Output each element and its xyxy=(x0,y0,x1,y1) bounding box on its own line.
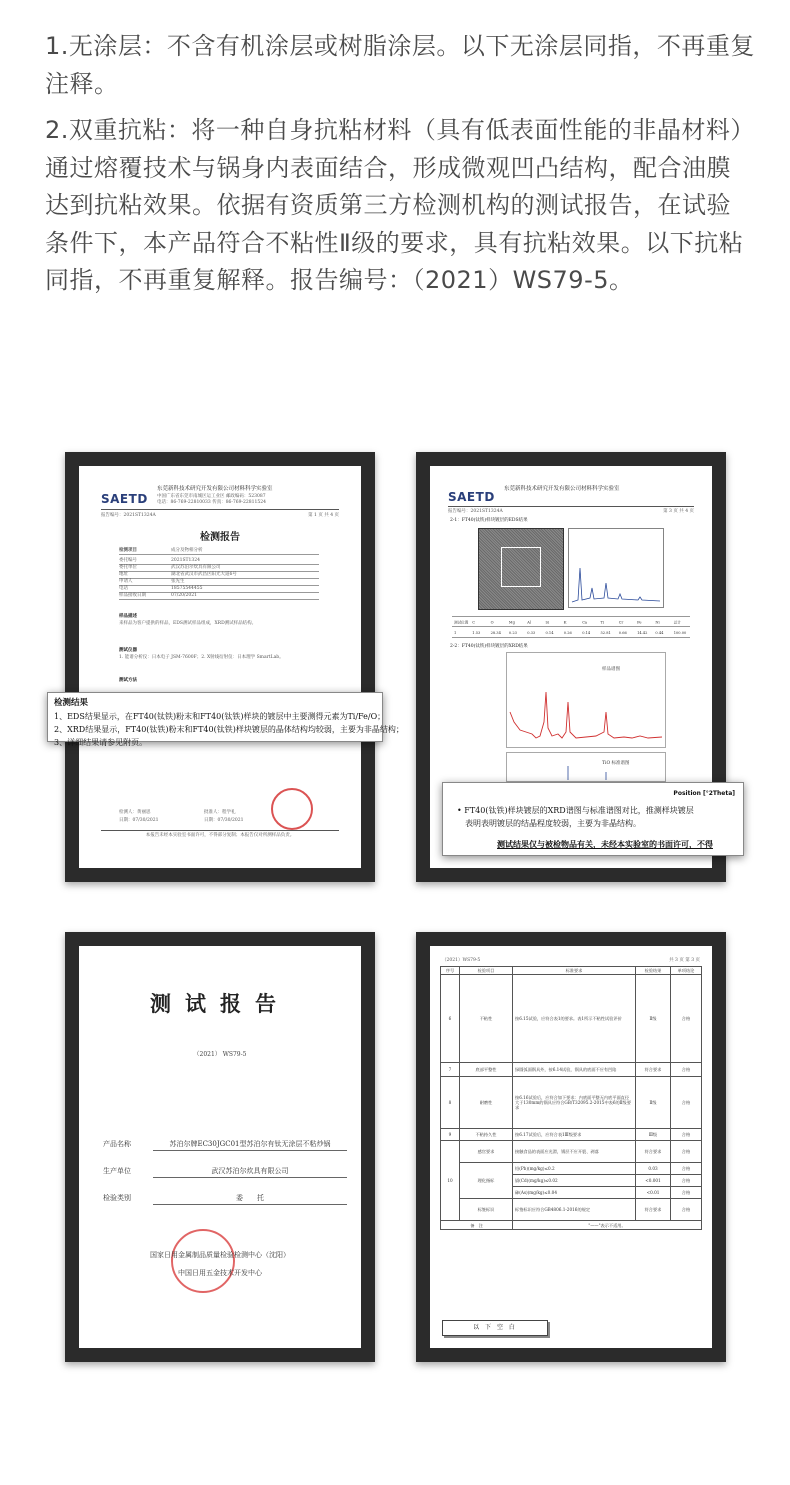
cover-report-number: （2021） WS79-5 xyxy=(193,1051,247,1058)
callout-line-2: 2、XRD结果显示，FT40(钛铁)粉末和FT40(钛铁)样块镀层的晶体结构均较弱，主要为非晶结构； xyxy=(54,725,404,734)
callout-line-3: 3、详细结果请参见附页。 xyxy=(54,738,148,747)
lab-name: 东莞新科技术研究开发有限公司材料科学实验室 xyxy=(504,486,620,492)
report-number: 报告编号：2021ST1324A xyxy=(448,509,503,514)
eds-header-cell: Ti xyxy=(600,620,605,625)
table-row: 8 耐磨性 按6.16试验后，应符合如下要求：内底面平整无内底平面直径大于130mm的锅具应符合GB/T32095.2-2015中表6的Ⅱ级要求 Ⅱ级 合格 xyxy=(441,1077,702,1129)
table-row: 标签标识 标签标识应符合GB4806.1-2016的规定 符合要求 合格 xyxy=(441,1199,702,1221)
callout-line-1: • FT40(钛铁)样块镀层的XRD谱图与标准谱图对比，推测样块镀层 xyxy=(457,806,694,815)
instrument-text: 1. 能谱分析仪：日本电子 JSM-7600F；2. X射线衍射仪：日本理学 SmartLab。 xyxy=(119,655,284,660)
report-title: 检测报告 xyxy=(200,532,240,543)
eds-value-cell: 28.34 xyxy=(490,631,501,635)
table-row: 6 不粘性 按6.15试验，应符合表1的要求。表1所示不粘性试验评价 Ⅱ级 合格 xyxy=(441,975,702,1063)
table-row: 7 底部平整性 绿圆弧面锅具外，按6.14试验，锅具的底面不应有凹陷 符合要求 合格 xyxy=(441,1063,702,1077)
table-row: 理化指标 铅(Pb)(mg/kg)≤0.2 0.03 合格 xyxy=(441,1163,702,1175)
xrd-pattern-chart xyxy=(506,652,666,748)
lab-seal-stamp xyxy=(271,788,313,830)
eds-header-cell: 总计 xyxy=(673,620,681,625)
saetd-logo: SAETD xyxy=(448,490,495,504)
report-cover-page xyxy=(79,946,361,1348)
section-eds: 2-1：FT40(钛铁)样块镀层的EDS结果 xyxy=(450,518,528,523)
test-result-callout-2 xyxy=(442,782,744,856)
xrd-axis-label: Position [°2Theta] xyxy=(673,790,735,797)
page-number: 第 3 页 共 4 页 xyxy=(663,509,694,514)
eds-value-cell: 0.23 xyxy=(508,631,517,635)
table-row-note: 备 注 "——"表示不适用。 xyxy=(441,1221,702,1230)
eds-value-cell: 100.00 xyxy=(673,631,687,635)
callout-line-1: 1、EDS结果显示，在FT40(钛铁)粉末和FT40(钛铁)样块的镀层中主要测得元素为Ti/Fe/O； xyxy=(54,712,386,721)
section-method: 测试方法 xyxy=(119,678,137,683)
eds-header-cell: Ca xyxy=(582,620,588,625)
table-row: 10 感官要求 接触食品的表面应光滑，锅层不应开裂、剥落 符合要求 合格 xyxy=(441,1141,702,1163)
eds-header-cell: Ni xyxy=(655,620,660,625)
table-row: 砷(As)(mg/kg)≤0.04 <0.01 合格 xyxy=(441,1187,702,1199)
callout-title: 检测结果 xyxy=(54,698,89,708)
eds-header-cell: Al xyxy=(527,620,531,625)
report-frame-4 xyxy=(416,932,726,1362)
cover-org-1: 国家日用金属制品质量检验检测中心（沈阳） xyxy=(150,1251,290,1259)
eds-header-cell: Fe xyxy=(637,620,642,625)
report-number: （2021）WS79-5 xyxy=(442,958,481,963)
signature-tester: 检测人：黄丽思 xyxy=(119,810,151,815)
eds-element-table xyxy=(452,616,690,638)
page-number: 第 1 页 共 4 页 xyxy=(308,513,339,518)
eds-value-cell: 1 xyxy=(454,631,457,635)
eds-value-cell: 52.81 xyxy=(600,631,611,635)
eds-header-cell: C xyxy=(472,620,476,625)
table-row: 9 不粘持久性 按6.17试验后，应符合表1Ⅲ级要求 Ⅲ级 合格 xyxy=(441,1129,702,1141)
report-number: 报告编号：2021ST1324A xyxy=(101,513,156,518)
eds-value-cell: 1.53 xyxy=(472,631,481,635)
table-header: 序号 检验项目 标准要求 检验结果 单项结论 xyxy=(441,967,702,975)
report-frame-1 xyxy=(65,452,375,882)
report-footer: 本报告未经本实验室书面许可，不得部分复制；本报告仅对所测样品负责。 xyxy=(145,833,295,838)
section-sample: 样品描述 xyxy=(119,614,137,619)
cover-row-product: 产品名称 苏泊尔牌EC30JGC01型苏泊尔有钛无涂层不粘炒锅 xyxy=(103,1139,347,1153)
report-info-rows: 检测项目 成分及物相分析 委托编号 2021ST1324 委托单位 武汉苏泊尔炊具有限公司 地址 湖北省武汉市武昌区阳光大道6号 申请人 张先生 电话 18575544455 样品接收日期 07/20/2021 xyxy=(119,548,319,600)
cover-row-category: 检验类别 委 托 xyxy=(103,1193,347,1207)
lab-address: 中国广东省东莞市南城区运工业区 邮政编码：523087 xyxy=(157,494,266,499)
report-results-page xyxy=(430,946,712,1348)
eds-value-cell: 0.33 xyxy=(527,631,536,635)
report-frame-3 xyxy=(65,932,375,1362)
test-result-callout-1 xyxy=(47,692,404,747)
intro-paragraph-1: 1.无涂层：不含有机涂层或树脂涂层。以下无涂层同指，不再重复注释。 xyxy=(45,32,755,98)
results-table xyxy=(440,966,702,1230)
test-center-seal-stamp xyxy=(171,1229,235,1293)
eds-header-cell: Si xyxy=(545,620,550,625)
results-table-wrap xyxy=(440,966,702,1230)
sem-selection-box xyxy=(501,547,541,587)
eds-value-cell: 0.26 xyxy=(563,631,572,635)
eds-value-cell: 0.66 xyxy=(618,631,627,635)
lab-phone: 电话：86-769-22810033 传真：86-769-22811524 xyxy=(157,500,266,505)
intro-paragraph-2: 2.双重抗粘：将一种自身抗粘材料（具有低表面性能的非晶材料）通过熔覆技术与锅身内表面结合，形成微观凹凸结构，配合油膜达到抗粘效果。依据有资质第三方检测机构的测试报告，在试验条件下，本产品符合不粘性Ⅱ级的要求，具有抗粘效果。以下抗粘同指，不再重复解释。报告编号：（2021）WS79-5。 xyxy=(45,116,755,294)
page-number: 共 3 页 第 3 页 xyxy=(669,958,700,963)
eds-value-cell: 0.14 xyxy=(582,631,591,635)
lab-name: 东莞新科技术研究开发有限公司材料科学实验室 xyxy=(157,486,273,492)
callout-bottom-text: 测试结果仅与被检物品有关，未经本实验室的书面许可，不得 xyxy=(497,839,713,849)
cover-title: 测试报告 xyxy=(150,991,290,1016)
intro-text xyxy=(45,28,755,309)
xrd-standard-chart xyxy=(506,752,666,782)
report-page-1 xyxy=(79,466,361,868)
eds-header-cell: Cr xyxy=(618,620,624,625)
eds-spectrum-chart xyxy=(568,528,664,608)
eds-header-cell: 测试位置 xyxy=(454,620,469,625)
cover-row-manufacturer: 生产单位 武汉苏泊尔炊具有限公司 xyxy=(103,1166,347,1180)
sem-image xyxy=(478,528,564,610)
eds-value-cell: 0.14 xyxy=(545,631,554,635)
eds-header-cell: K xyxy=(563,620,567,625)
cover-org-2: 中国日用五金技术开发中心 xyxy=(178,1269,262,1277)
section-xrd: 2-2：FT40(钛铁)样块镀层的XRD结果 xyxy=(450,644,528,649)
eds-value-cell: 0.44 xyxy=(655,631,664,635)
callout-line-2: 表明表明镀层的结晶程度较弱，主要为非晶结构。 xyxy=(465,819,641,828)
sample-text: 来样品为客户提供的样品，EDS测试样品组成，XRD测试样品结构。 xyxy=(119,621,257,626)
xrd-standard-label: TiO 标准谱图 xyxy=(602,761,630,766)
eds-header-cell: O xyxy=(490,620,494,625)
xrd-sample-label: 样品谱图 xyxy=(602,667,620,672)
signature-approver: 批准人：程学礼 xyxy=(204,810,236,815)
eds-value-cell: 14.42 xyxy=(637,631,648,635)
saetd-logo: SAETD xyxy=(101,492,148,506)
table-row: 镉(Cd)(mg/kg)≤0.02 <0.001 合格 xyxy=(441,1175,702,1187)
blank-below-box: 以 下 空 白 xyxy=(442,1320,548,1336)
signature-date-1: 日期：07/30/2021 xyxy=(119,818,159,823)
section-instrument: 测试仪器 xyxy=(119,648,137,653)
signature-date-2: 日期：07/30/2021 xyxy=(204,818,244,823)
eds-header-cell: Mg xyxy=(508,620,515,625)
